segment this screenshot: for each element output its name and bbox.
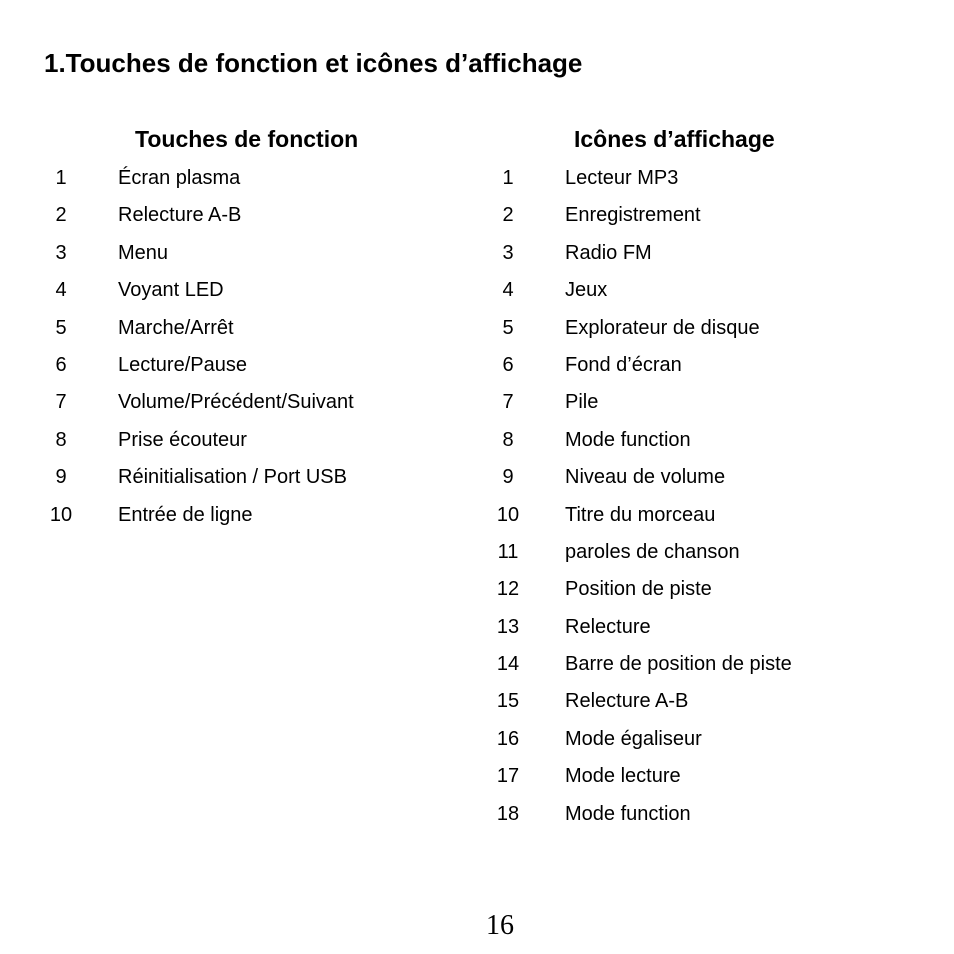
display-icons-heading: Icônes d’affichage bbox=[574, 126, 775, 152]
item-number: 3 bbox=[502, 241, 514, 264]
item-number: 4 bbox=[55, 279, 67, 302]
item-label: Jeux bbox=[565, 279, 608, 302]
list-item bbox=[487, 610, 927, 647]
item-number: 9 bbox=[502, 466, 514, 489]
item-label: Mode function bbox=[565, 428, 691, 451]
list-item bbox=[487, 311, 927, 348]
item-number: 9 bbox=[55, 466, 67, 489]
item-label: Radio FM bbox=[565, 241, 652, 264]
list-item bbox=[487, 198, 927, 235]
list-item bbox=[487, 759, 927, 796]
item-label: Menu bbox=[118, 241, 169, 264]
item-label: Marche/Arrêt bbox=[118, 316, 234, 339]
list-item bbox=[487, 797, 927, 834]
item-label: Lecture/Pause bbox=[118, 353, 247, 376]
item-label: Barre de position de piste bbox=[565, 653, 792, 676]
item-label: Fond d’écran bbox=[565, 353, 682, 376]
item-number: 2 bbox=[502, 204, 514, 227]
item-number: 16 bbox=[496, 727, 520, 750]
page-title: 1.Touches de fonction et icônes d’affichage bbox=[44, 48, 583, 78]
item-number: 12 bbox=[496, 578, 520, 601]
item-number: 14 bbox=[496, 653, 520, 676]
item-number: 5 bbox=[55, 316, 67, 339]
list-item bbox=[487, 423, 927, 460]
list-item bbox=[40, 161, 470, 198]
item-label: Mode égaliseur bbox=[565, 727, 702, 750]
item-label: Relecture bbox=[565, 615, 651, 638]
item-label: Relecture A-B bbox=[565, 690, 689, 713]
list-item bbox=[487, 385, 927, 422]
item-number: 3 bbox=[55, 241, 67, 264]
page-number: 16 bbox=[486, 910, 514, 941]
list-item bbox=[40, 498, 470, 535]
item-number: 4 bbox=[502, 279, 514, 302]
list-item bbox=[40, 311, 470, 348]
item-number: 8 bbox=[502, 428, 514, 451]
item-label: Niveau de volume bbox=[565, 466, 726, 489]
item-label: Mode function bbox=[565, 802, 691, 825]
list-item bbox=[40, 348, 470, 385]
function-keys-heading: Touches de fonction bbox=[135, 126, 359, 152]
item-label: Position de piste bbox=[565, 578, 712, 601]
item-number: 6 bbox=[55, 353, 67, 376]
list-item bbox=[487, 236, 927, 273]
item-number: 8 bbox=[55, 428, 67, 451]
item-number: 13 bbox=[496, 615, 520, 638]
item-label: Volume/Précédent/Suivant bbox=[118, 391, 354, 414]
list-item bbox=[487, 161, 927, 198]
item-label: Relecture A-B bbox=[118, 204, 242, 227]
list-item bbox=[487, 273, 927, 310]
list-item bbox=[40, 273, 470, 310]
item-number: 17 bbox=[496, 765, 520, 788]
item-number: 1 bbox=[55, 167, 67, 189]
list-item bbox=[487, 647, 927, 684]
display-icons-list bbox=[487, 161, 927, 834]
item-number: 2 bbox=[55, 204, 67, 227]
item-number: 1 bbox=[502, 167, 514, 189]
item-number: 15 bbox=[496, 690, 520, 713]
item-label: Titre du morceau bbox=[565, 503, 716, 526]
list-item bbox=[40, 385, 470, 422]
item-label: Voyant LED bbox=[118, 279, 224, 302]
function-keys-list bbox=[40, 161, 470, 535]
item-label: Entrée de ligne bbox=[118, 503, 253, 526]
item-label: Enregistrement bbox=[565, 204, 701, 227]
item-label: Prise écouteur bbox=[118, 428, 247, 451]
item-label: paroles de chanson bbox=[565, 540, 740, 563]
item-label: Mode lecture bbox=[565, 765, 681, 788]
list-item bbox=[40, 423, 470, 460]
item-number: 10 bbox=[496, 503, 520, 526]
item-label: Lecteur MP3 bbox=[565, 167, 679, 189]
item-number: 6 bbox=[502, 353, 514, 376]
list-item bbox=[40, 460, 470, 497]
item-number: 10 bbox=[49, 503, 73, 526]
list-item bbox=[487, 684, 927, 721]
item-number: 11 bbox=[497, 540, 519, 563]
item-number: 7 bbox=[55, 391, 67, 414]
item-number: 7 bbox=[502, 391, 514, 414]
item-number: 5 bbox=[502, 316, 514, 339]
item-label: Réinitialisation / Port USB bbox=[118, 466, 347, 489]
item-label: Explorateur de disque bbox=[565, 316, 760, 339]
list-item bbox=[487, 348, 927, 385]
item-label: Écran plasma bbox=[118, 167, 241, 189]
list-item bbox=[487, 535, 927, 572]
list-item bbox=[487, 722, 927, 759]
item-number: 18 bbox=[496, 802, 520, 825]
item-label: Pile bbox=[565, 391, 599, 414]
list-item bbox=[40, 198, 470, 235]
list-item bbox=[487, 460, 927, 497]
list-item bbox=[487, 498, 927, 535]
list-item bbox=[40, 236, 470, 273]
list-item bbox=[487, 572, 927, 609]
